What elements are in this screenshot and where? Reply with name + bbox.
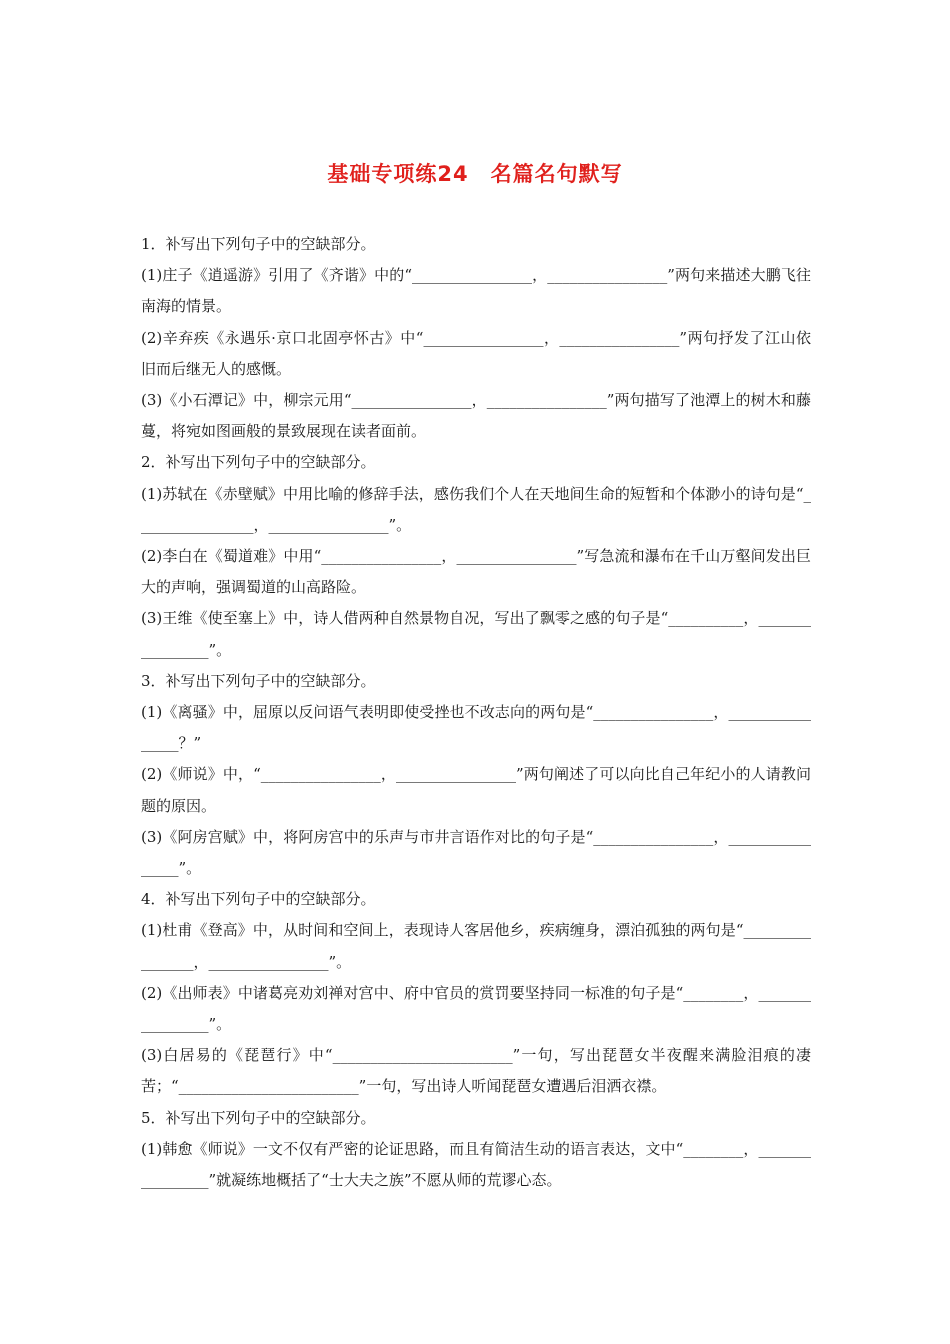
question-3-1: (1)《离骚》中，屈原以反问语气表明即使受挫也不改志向的两句是“________________，________________？” <box>141 703 811 753</box>
question-3-3: (3)《阿房宫赋》中，将阿房宫中的乐声与市井言语作对比的句子是“________________，________________”。 <box>141 827 811 878</box>
question-2-3: (3)王维《使至塞上》中，诗人借两种自然景物自况，写出了飘零之感的句子是“__________，________________”。 <box>141 609 811 659</box>
question-4-3: (3)白居易的《琵琶行》中“________________________”一句，写出琵琶女半夜醒来满脸泪痕的凄苦；“________________________”一句，写出诗人听闻琵琶女遭遇后泪洒衣襟。 <box>141 1046 811 1096</box>
section-heading-5: 5．补写出下列句子中的空缺部分。 <box>141 1108 376 1127</box>
question-5-1: (1)韩愈《师说》一文不仅有严密的论证思路，而且有简洁生动的语言表达，文中“________，________________”就凝练地概括了“士大夫之族”不愿从师的荒谬心态。 <box>141 1139 811 1190</box>
question-1-1: (1)庄子《逍遥游》引用了《齐谐》中的“________________，________________”两句来描述大鹏飞往南海的情景。 <box>141 266 811 316</box>
section-heading-3: 3．补写出下列句子中的空缺部分。 <box>141 671 376 690</box>
question-2-1: (1)苏轼在《赤壁赋》中用比喻的修辞手法，感伤我们个人在天地间生命的短暂和个体渺小的诗句是“________________，________________”。 <box>141 484 811 534</box>
question-4-1: (1)杜甫《登高》中，从时间和空间上，表现诗人客居他乡，疾病缠身，漂泊孤独的两句是“________________，________________”。 <box>141 921 811 971</box>
question-1-3: (3)《小石潭记》中，柳宗元用“________________，________________”两句描写了池潭上的树木和藤蔓，将宛如图画般的景致展现在读者面前。 <box>141 391 811 441</box>
section-heading-4: 4．补写出下列句子中的空缺部分。 <box>141 890 376 909</box>
section-heading-1: 1．补写出下列句子中的空缺部分。 <box>141 235 376 253</box>
section-heading-2: 2．补写出下列句子中的空缺部分。 <box>141 453 376 472</box>
question-2-2: (2)李白在《蜀道难》中用“________________，________________”写急流和瀑布在千山万壑间发出巨大的声响，强调蜀道的山高路险。 <box>141 547 811 597</box>
question-content <box>141 229 811 1196</box>
question-3-2: (2)《师说》中，“________________，________________”两句阐述了可以向比自己年纪小的人请教问题的原因。 <box>141 765 811 815</box>
question-4-2: (2)《出师表》中诸葛亮劝刘禅对宫中、府中官员的赏罚要坚持同一标准的句子是“________，________________”。 <box>141 983 811 1034</box>
question-1-2: (2)辛弃疾《永遇乐·京口北固亭怀古》中“________________，________________”两句抒发了江山依旧而后继无人的感慨。 <box>141 328 811 378</box>
page-title: 基础专项练24 名篇名句默写 <box>327 162 623 186</box>
